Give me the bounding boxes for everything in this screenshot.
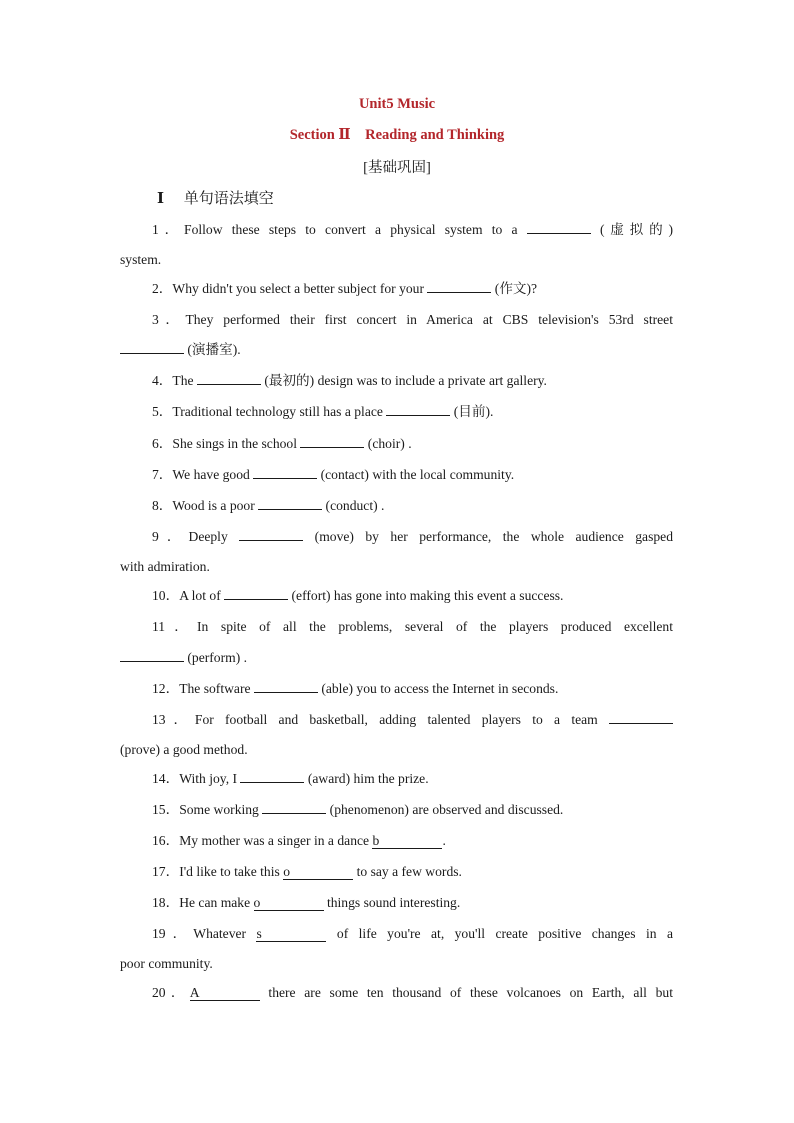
answer-blank[interactable] — [427, 279, 491, 293]
question-text: I'd like to take this — [179, 864, 284, 879]
question-item — [152, 310, 673, 330]
subtitle: [基础巩固] — [363, 160, 431, 176]
question-text: Wood is a poor — [172, 498, 259, 513]
question-text: The — [172, 373, 197, 388]
question-text: (演播室). — [184, 342, 241, 357]
question-text: In spite of all the problems, several of the players produced excellent — [197, 619, 673, 634]
question-number: 17． — [152, 864, 180, 879]
question-number: 12． — [152, 681, 180, 696]
question-text: My mother was a singer in a dance — [179, 833, 373, 848]
question-number: 10． — [152, 588, 180, 603]
question-text: (perform) . — [184, 650, 248, 665]
answer-blank[interactable]: o — [254, 895, 324, 911]
answer-blank[interactable] — [527, 220, 591, 234]
question-number: 1． — [152, 222, 185, 237]
question-text: For football and basketball, adding talented players to a team — [194, 712, 609, 727]
answer-blank[interactable] — [258, 496, 322, 510]
question-text: things sound interesting. — [323, 895, 461, 910]
question-item — [152, 465, 673, 485]
question-number: 19． — [152, 926, 194, 941]
question-item — [152, 831, 673, 851]
question-text: Traditional technology still has a place — [172, 404, 387, 419]
answer-blank[interactable] — [120, 340, 184, 354]
question-number: 16． — [152, 833, 180, 848]
question-item — [152, 710, 673, 730]
question-continuation — [120, 340, 673, 360]
question-text: (award) him the prize. — [304, 771, 429, 786]
answer-blank[interactable] — [239, 527, 303, 541]
question-item — [152, 434, 673, 454]
question-item — [152, 983, 673, 1003]
answer-blank[interactable] — [253, 465, 317, 479]
section-number: Ⅰ — [157, 191, 165, 207]
question-item — [152, 800, 673, 820]
answer-blank[interactable] — [240, 769, 304, 783]
question-text: The software — [179, 681, 254, 696]
answer-blank[interactable] — [197, 371, 261, 385]
question-item — [152, 617, 673, 637]
question-continuation — [120, 648, 673, 668]
unit-title: Unit5 Music — [358, 96, 436, 112]
question-text: (contact) with the local community. — [317, 467, 515, 482]
answer-blank[interactable] — [609, 710, 673, 724]
question-number: 14． — [152, 771, 180, 786]
question-number: 3． — [152, 312, 186, 327]
question-number: 4． — [152, 373, 173, 388]
answer-blank[interactable] — [224, 586, 288, 600]
question-text: to say a few words. — [353, 864, 462, 879]
question-text: of life you're at, you'll create positive changes in a — [326, 926, 673, 941]
answer-blank[interactable] — [262, 800, 326, 814]
question-item — [152, 769, 673, 789]
question-text: We have good — [172, 467, 254, 482]
question-number: 2． — [152, 281, 173, 296]
question-text: (虚拟的) — [590, 222, 673, 237]
section-label: 单句语法填空 — [183, 191, 274, 207]
question-text: (prove) a good method. — [120, 742, 248, 757]
question-number: 18． — [152, 895, 180, 910]
question-text: there are some ten thousand of these volcanoes on Earth, all but — [259, 985, 673, 1000]
question-text: (choir) . — [364, 436, 412, 451]
question-continuation — [120, 954, 673, 974]
answer-blank[interactable] — [300, 434, 364, 448]
question-text: (目前). — [450, 404, 494, 419]
question-text: Follow these steps to convert a physical system to a — [184, 222, 527, 237]
question-item — [152, 586, 673, 606]
question-text: With joy, I — [179, 771, 241, 786]
question-text: She sings in the school — [172, 436, 301, 451]
question-item — [152, 924, 673, 944]
question-number: 13． — [152, 712, 195, 727]
answer-blank[interactable]: b — [372, 833, 442, 849]
answer-blank[interactable] — [120, 648, 184, 662]
question-text: (phenomenon) are observed and discussed. — [326, 802, 564, 817]
question-item — [152, 220, 673, 240]
question-text: Some working — [179, 802, 263, 817]
answer-blank[interactable]: o — [283, 864, 353, 880]
question-text: He can make — [179, 895, 254, 910]
answer-blank[interactable]: s — [256, 926, 326, 942]
question-item — [152, 402, 673, 422]
question-text: Whatever — [193, 926, 257, 941]
question-item — [152, 279, 673, 299]
question-item — [152, 862, 673, 882]
question-text: with admiration. — [120, 559, 210, 574]
question-text: (conduct) . — [322, 498, 385, 513]
answer-blank[interactable] — [386, 402, 450, 416]
question-text: poor community. — [120, 956, 213, 971]
question-number: 20． — [152, 985, 190, 1000]
question-text: Deeply — [188, 529, 240, 544]
question-item — [152, 371, 673, 391]
section-heading — [157, 187, 274, 208]
question-text: . — [442, 833, 446, 848]
question-text: A lot of — [179, 588, 225, 603]
question-continuation — [120, 557, 673, 577]
question-item — [152, 496, 673, 516]
question-item — [152, 893, 673, 913]
question-text: (作文)? — [491, 281, 538, 296]
question-number: 15． — [152, 802, 180, 817]
question-continuation — [120, 250, 673, 270]
question-number: 6． — [152, 436, 173, 451]
question-number: 8． — [152, 498, 173, 513]
answer-blank[interactable]: A — [190, 985, 260, 1001]
question-text: (move) by her performance, the whole audience gasped — [303, 529, 673, 544]
question-number: 7． — [152, 467, 173, 482]
question-item — [152, 527, 673, 547]
question-text: (最初的) design was to include a private art gallery. — [260, 373, 547, 388]
question-number: 5． — [152, 404, 173, 419]
question-text: system. — [120, 252, 162, 267]
question-item — [152, 679, 673, 699]
question-text: They performed their first concert in America at CBS television's 53rd street — [185, 312, 673, 327]
question-number: 9． — [152, 529, 189, 544]
question-text: Why didn't you select a better subject for your — [172, 281, 428, 296]
question-continuation — [120, 740, 673, 760]
question-number: 11． — [152, 619, 198, 634]
question-text: (able) you to access the Internet in seconds. — [317, 681, 559, 696]
question-text: (effort) has gone into making this event a success. — [288, 588, 564, 603]
section-title: Section Ⅱ Reading and Thinking — [289, 127, 505, 143]
answer-blank[interactable] — [254, 679, 318, 693]
